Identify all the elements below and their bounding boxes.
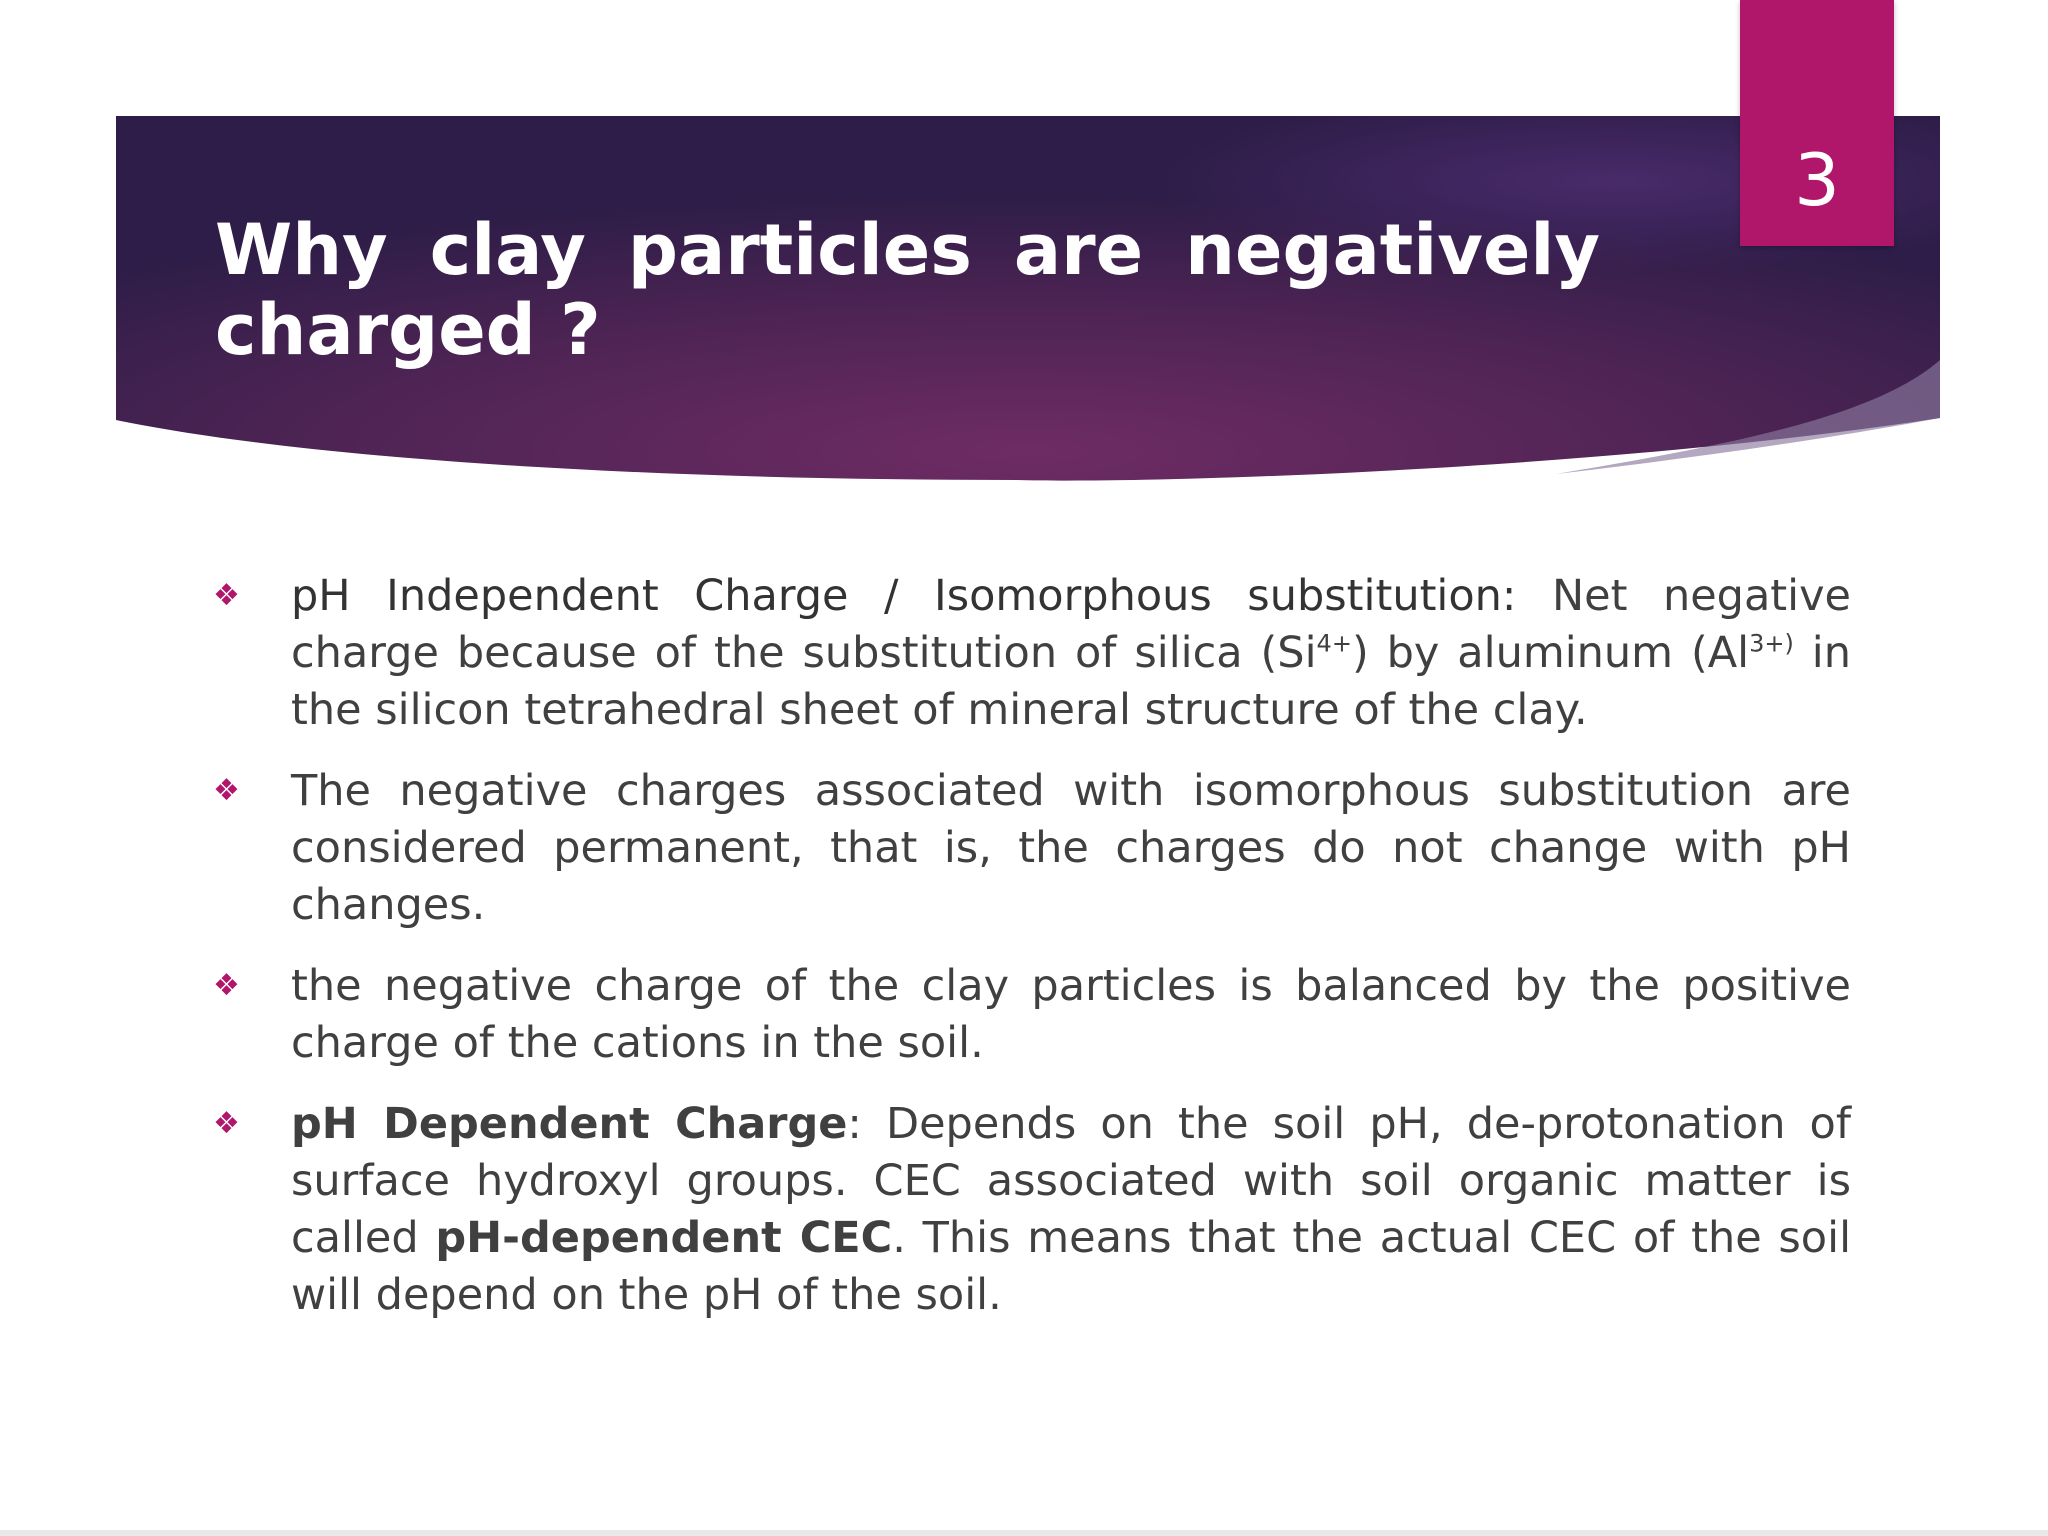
page-number: 3 (1794, 138, 1840, 222)
diamond-cluster-icon: ❖ (213, 578, 240, 613)
bullet-item (213, 763, 1851, 934)
superscript: 4+ (1316, 629, 1352, 658)
bullet-body: ) by aluminum (Al (1351, 628, 1750, 678)
bullet-lead: pH Dependent Charge (291, 1099, 848, 1149)
bullet-body: . This means that the actual CEC of the soil will depend on the pH of the soil. (291, 1213, 1852, 1320)
slide-title: Why clay particles are negatively charged ? (215, 209, 1600, 371)
bullet-list (213, 568, 1851, 1348)
bullet-lead: pH Independent Charge / Isomorphous substitution: (291, 571, 1517, 621)
bullet-body: : Depends on the soil pH, de-protonation of surface hydroxyl groups. CEC associated with soil organic matter is called (291, 1099, 1851, 1263)
diamond-cluster-icon: ❖ (213, 773, 240, 808)
page-number-badge (1740, 0, 1894, 246)
bullet-text: The negative charges associated with isomorphous substitution are considered permanent, that is, the charges do not change with pH changes. (291, 766, 1851, 930)
bullet-item (213, 958, 1851, 1072)
bullet-item (213, 568, 1851, 739)
bullet-emphasis: pH-dependent CEC (435, 1213, 893, 1263)
bullet-text (291, 1096, 1851, 1324)
bullet-body: in the silicon tetrahedral sheet of mineral structure of the clay. (291, 628, 1851, 735)
bullet-text (291, 568, 1851, 739)
diamond-cluster-icon: ❖ (213, 968, 240, 1003)
bullet-body: Net negative charge because of the substitution of silica (Si (291, 571, 1852, 678)
bottom-rule (0, 1530, 2048, 1536)
bullet-item (213, 1096, 1851, 1324)
superscript: 3+) (1749, 629, 1794, 658)
diamond-cluster-icon: ❖ (213, 1106, 240, 1141)
bullet-text: the negative charge of the clay particles is balanced by the positive charge of the cations in the soil. (291, 961, 1851, 1068)
